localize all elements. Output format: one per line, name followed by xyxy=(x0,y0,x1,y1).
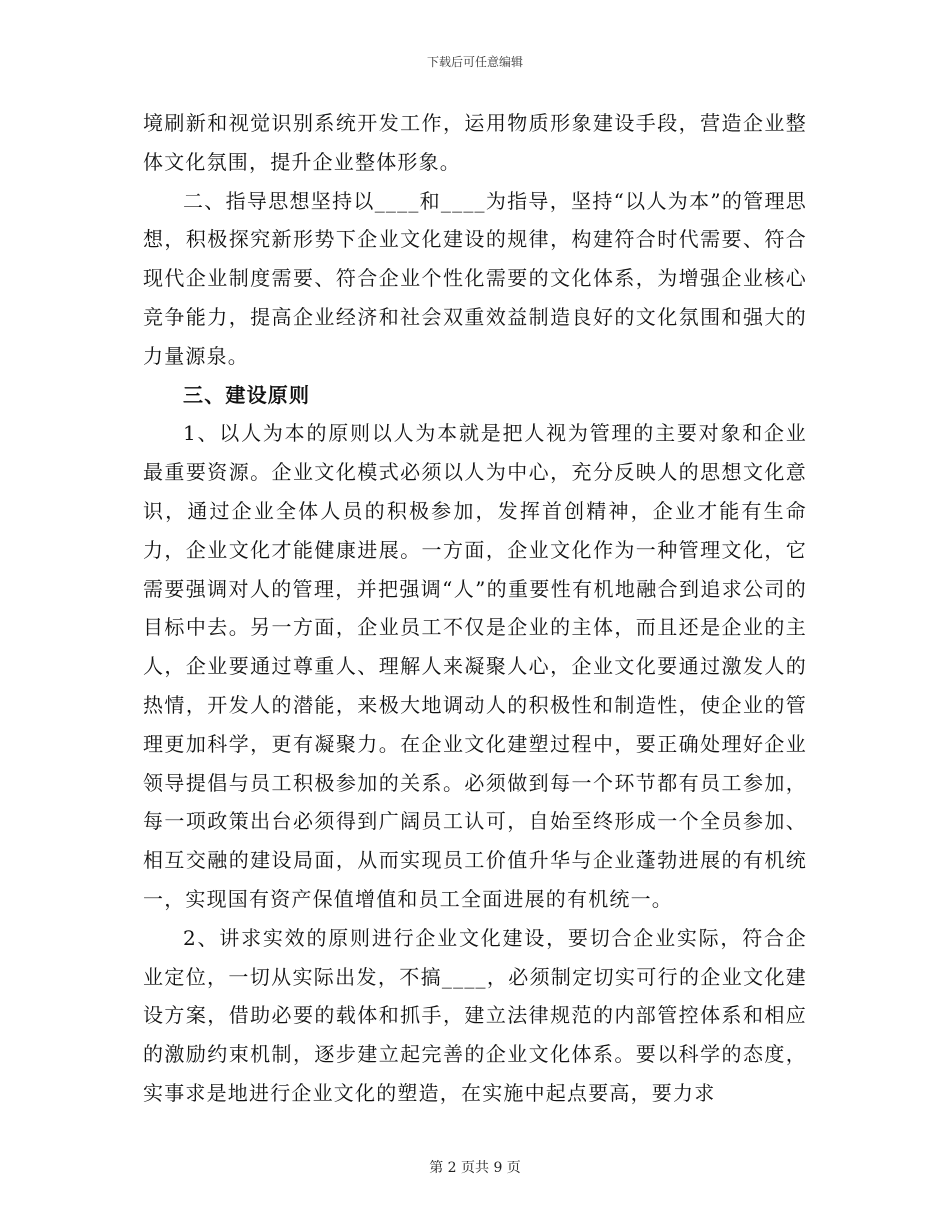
paragraph-continuation: 境刷新和视觉识别系统开发工作，运用物质形象建设手段，营造企业整体文化氛围，提升企业整体形象。 xyxy=(143,111,807,174)
paragraph-people-oriented-principle: 1、以人为本的原则以人为本就是把人视为管理的主要对象和企业最重要资源。企业文化模式必须以人为中心，充分反映人的思想文化意识，通过企业全体人员的积极参加，发挥首创精神，企业才能有生命力，企业文化才能健康进展。一方面，企业文化作为一种管理文化，它需要强调对人的管理，并把强调“人”的重要性有机地融合到追求公司的目标中去。另一方面，企业员工不仅是企业的主体，而且还是企业的主人，企业要通过尊重人、理解人来凝聚人心，企业文化要通过激发人的热情，开发人的潜能，来极大地调动人的积极性和制造性，使企业的管理更加科学，更有凝聚力。在企业文化建塑过程中，要正确处理好企业领导提倡与员工积极参加的关系。必须做到每一个环节都有员工参加，每一项政策出台必须得到广阔员工认可，自始至终形成一个全员参加、相互交融的建设局面，从而实现员工价值升华与企业蓬勃进展的有机统一，实现国有资产保值增值和员工全面进展的有机统一。 xyxy=(143,421,807,911)
section-heading-principles: 三、建设原则 xyxy=(183,382,311,407)
document-body xyxy=(143,104,807,1113)
paragraph-guiding-ideology: 二、指导思想坚持以____和____为指导，坚持“以人为本”的管理思想，积极探究新形势下企业文化建设的规律，构建符合时代需要、符合现代企业制度需要、符合企业个性化需要的文化体系，为增强企业核心竞争能力，提高企业经济和社会双重效益制造良好的文化氛围和强大的力量源泉。 xyxy=(143,188,807,368)
page-footer: 第 2 页共 9 页 xyxy=(429,1160,521,1176)
page-header: 下载后可任意编辑 xyxy=(426,55,523,69)
paragraph-practical-effect-principle: 2、讲求实效的原则进行企业文化建设，要切合企业实际，符合企业定位，一切从实际出发，不搞____，必须制定切实可行的企业文化建设方案，借助必要的载体和抓手，建立法律规范的内部管控体系和相应的激励约束机制，逐步建立起完善的企业文化体系。要以科学的态度，实事求是地进行企业文化的塑造，在实施中起点要高，要力求 xyxy=(143,925,807,1105)
